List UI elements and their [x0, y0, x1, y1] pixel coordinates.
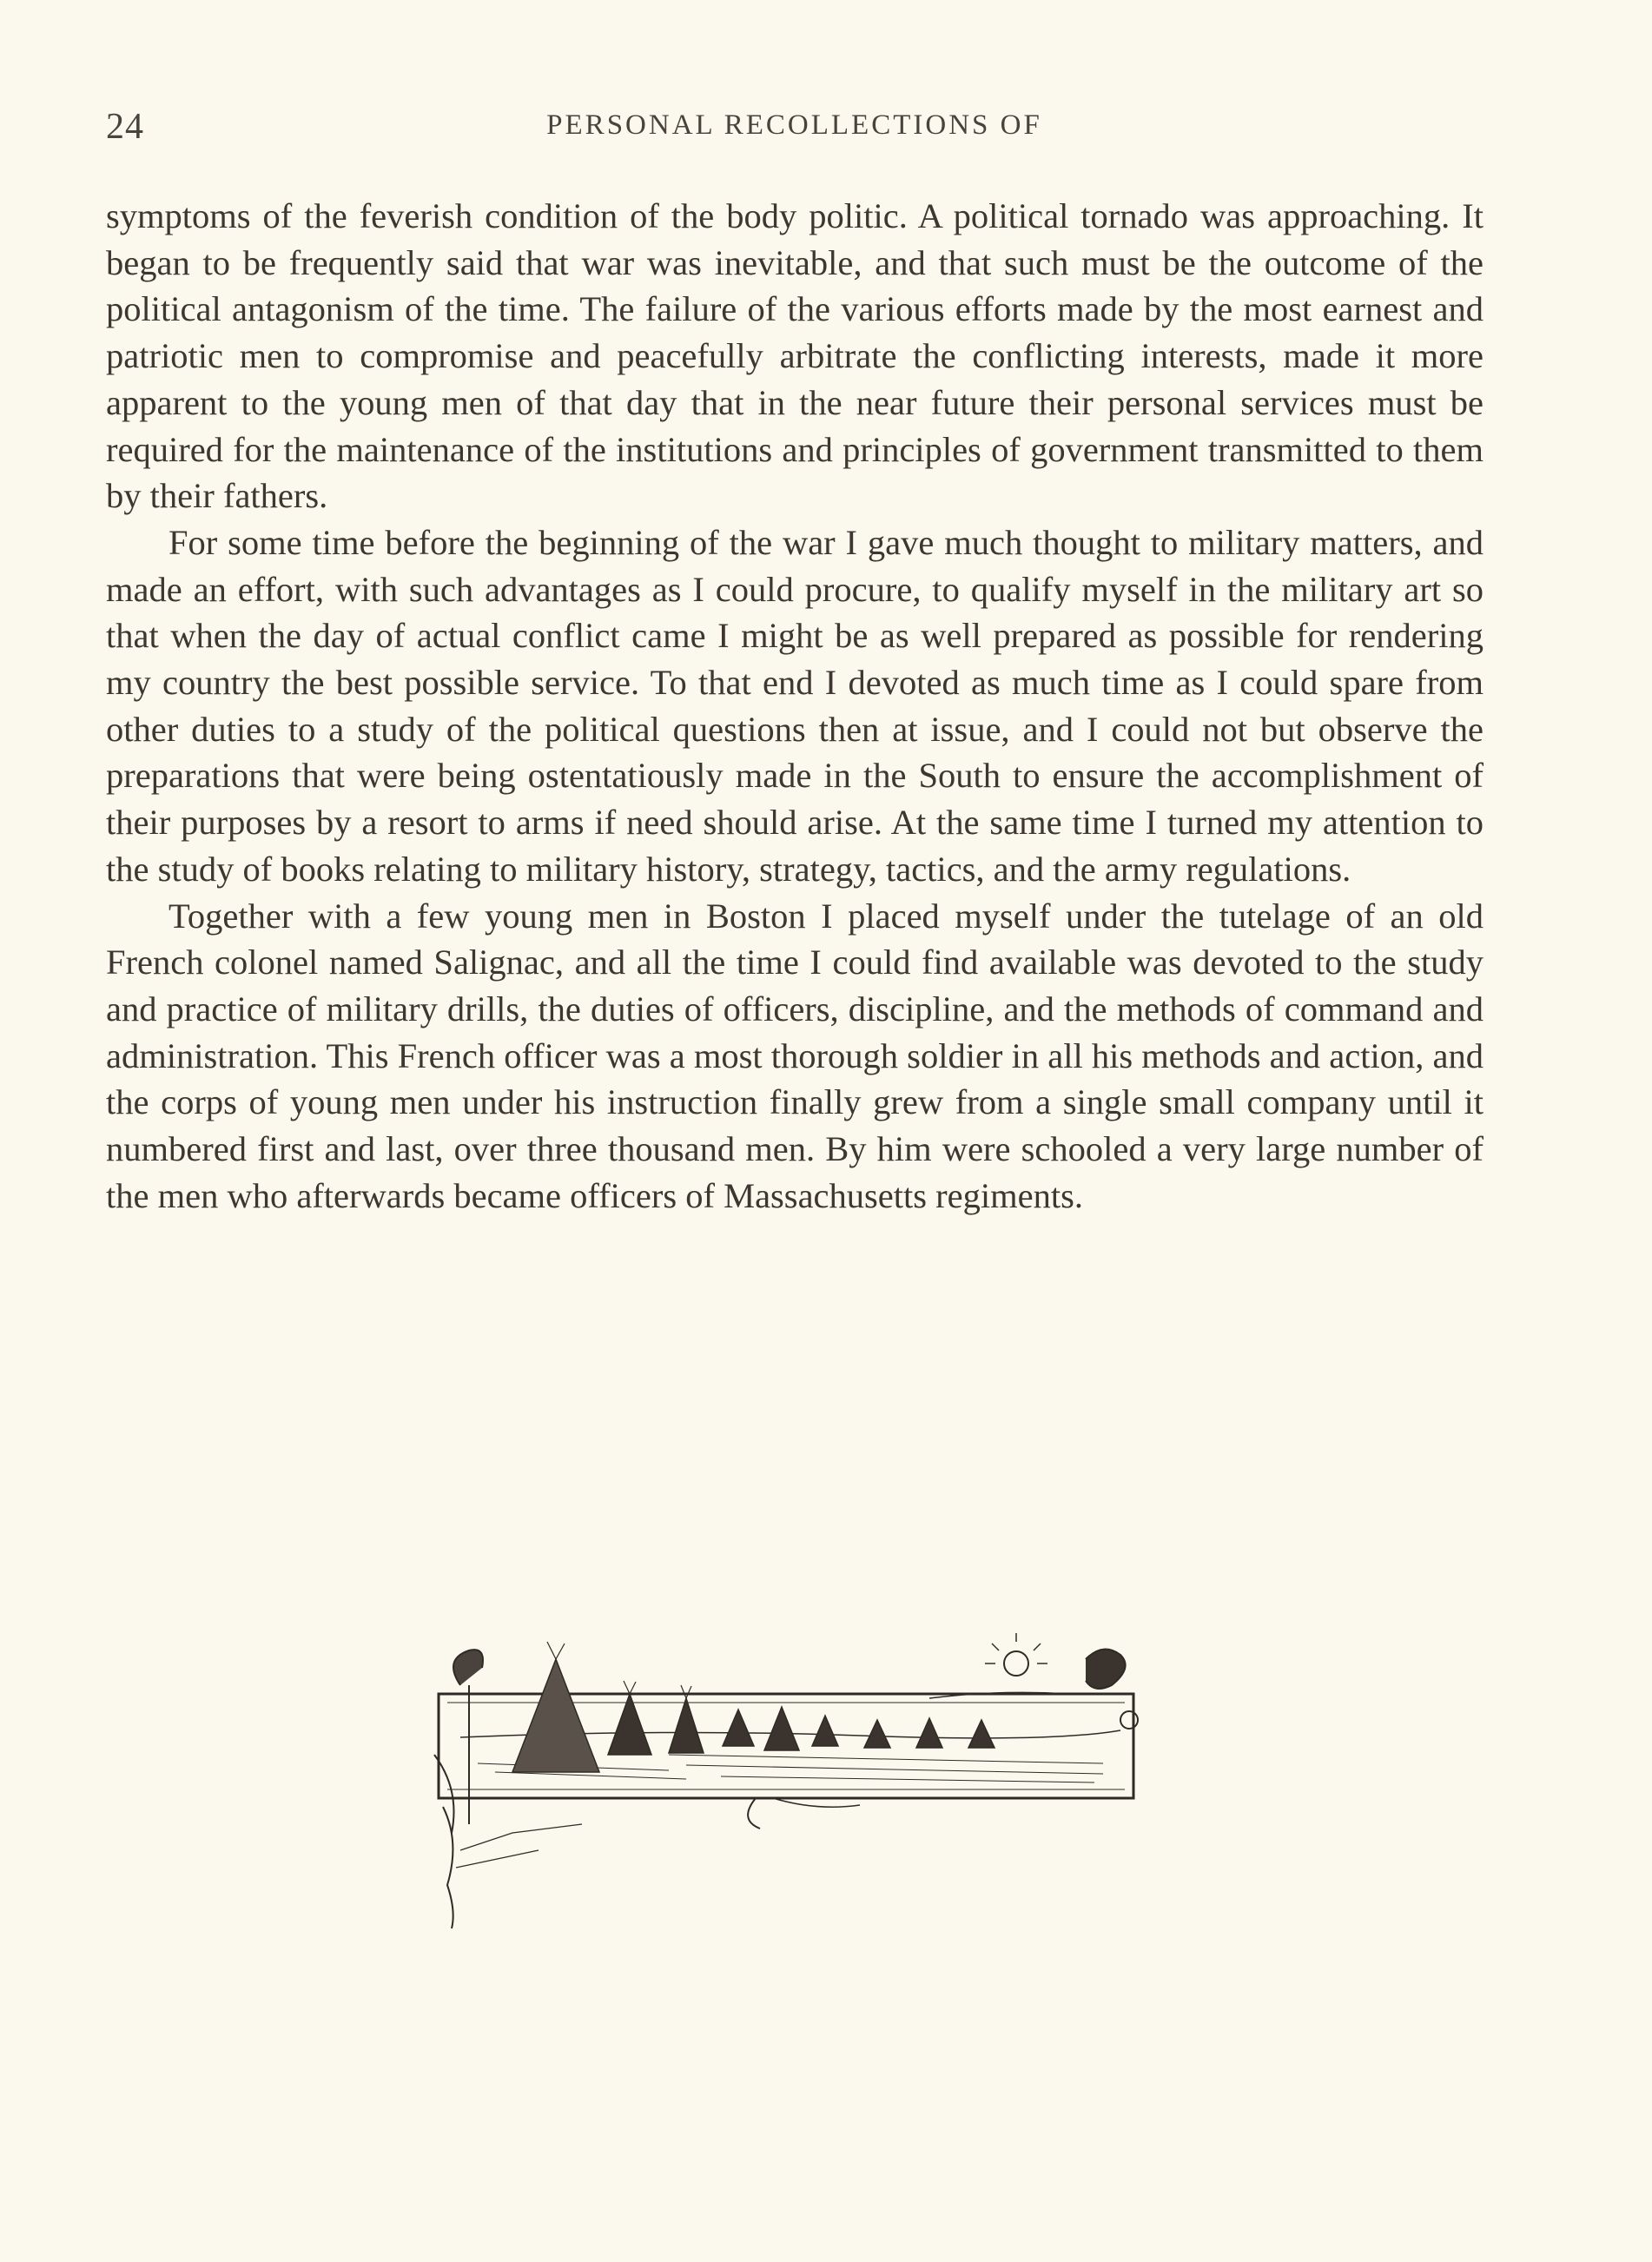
paragraph-2: For some time before the beginning of the war I gave much thought to military matters, and made an effort, with such advantages as I could procure, to qualify myself in the military art so that when the day of actual conflict came I might be as well prepared as possible for rendering my country the best possible service. To that end I devoted as much time as I could spare from other duties to a study of the political questions then at issue, and I could not but observe the preparations that were being ostentatiously made in the South to ensure the accomplishment of their purposes by a resort to arms if need should arise. At the same time I turned my attention to the study of books relating to military history, strategy, tactics, and the army regulations. [106, 522, 1483, 889]
running-title: PERSONAL RECOLLECTIONS OF [546, 109, 1042, 141]
body-text [106, 193, 1483, 1219]
running-head [106, 106, 1483, 158]
page-number: 24 [106, 107, 144, 147]
paragraph-3: Together with a few young men in Boston I placed myself under the tutelage of an old French colonel named Salignac, and all the time I could find available was devoted to the study and practice of military drills, the duties of officers, discipline, and the methods of command and administration. This French officer was a most thorough soldier in all his methods and action, and the corps of young men under his instruction finally grew from a single small company until it numbered first and last, over three thousand men. By him were schooled a very large number of the men who afterwards became officers of Massachusetts regiments. [106, 896, 1483, 1215]
tipi-camp-vignette-icon [408, 1633, 1190, 1946]
paragraph-1: symptoms of the feverish condition of the body politic. A political tornado was approaching. It began to be frequently said that war was inevitable, and that such must be the outcome of the political antagonism of the time. The failure of the various efforts made by the most earnest and patriotic men to compromise and peacefully arbitrate the conflicting interests, made it more apparent to the young men of that day that in the near future their personal services must be required for the maintenance of the institutions and principles of government transmitted to them by their fathers. [106, 196, 1483, 516]
